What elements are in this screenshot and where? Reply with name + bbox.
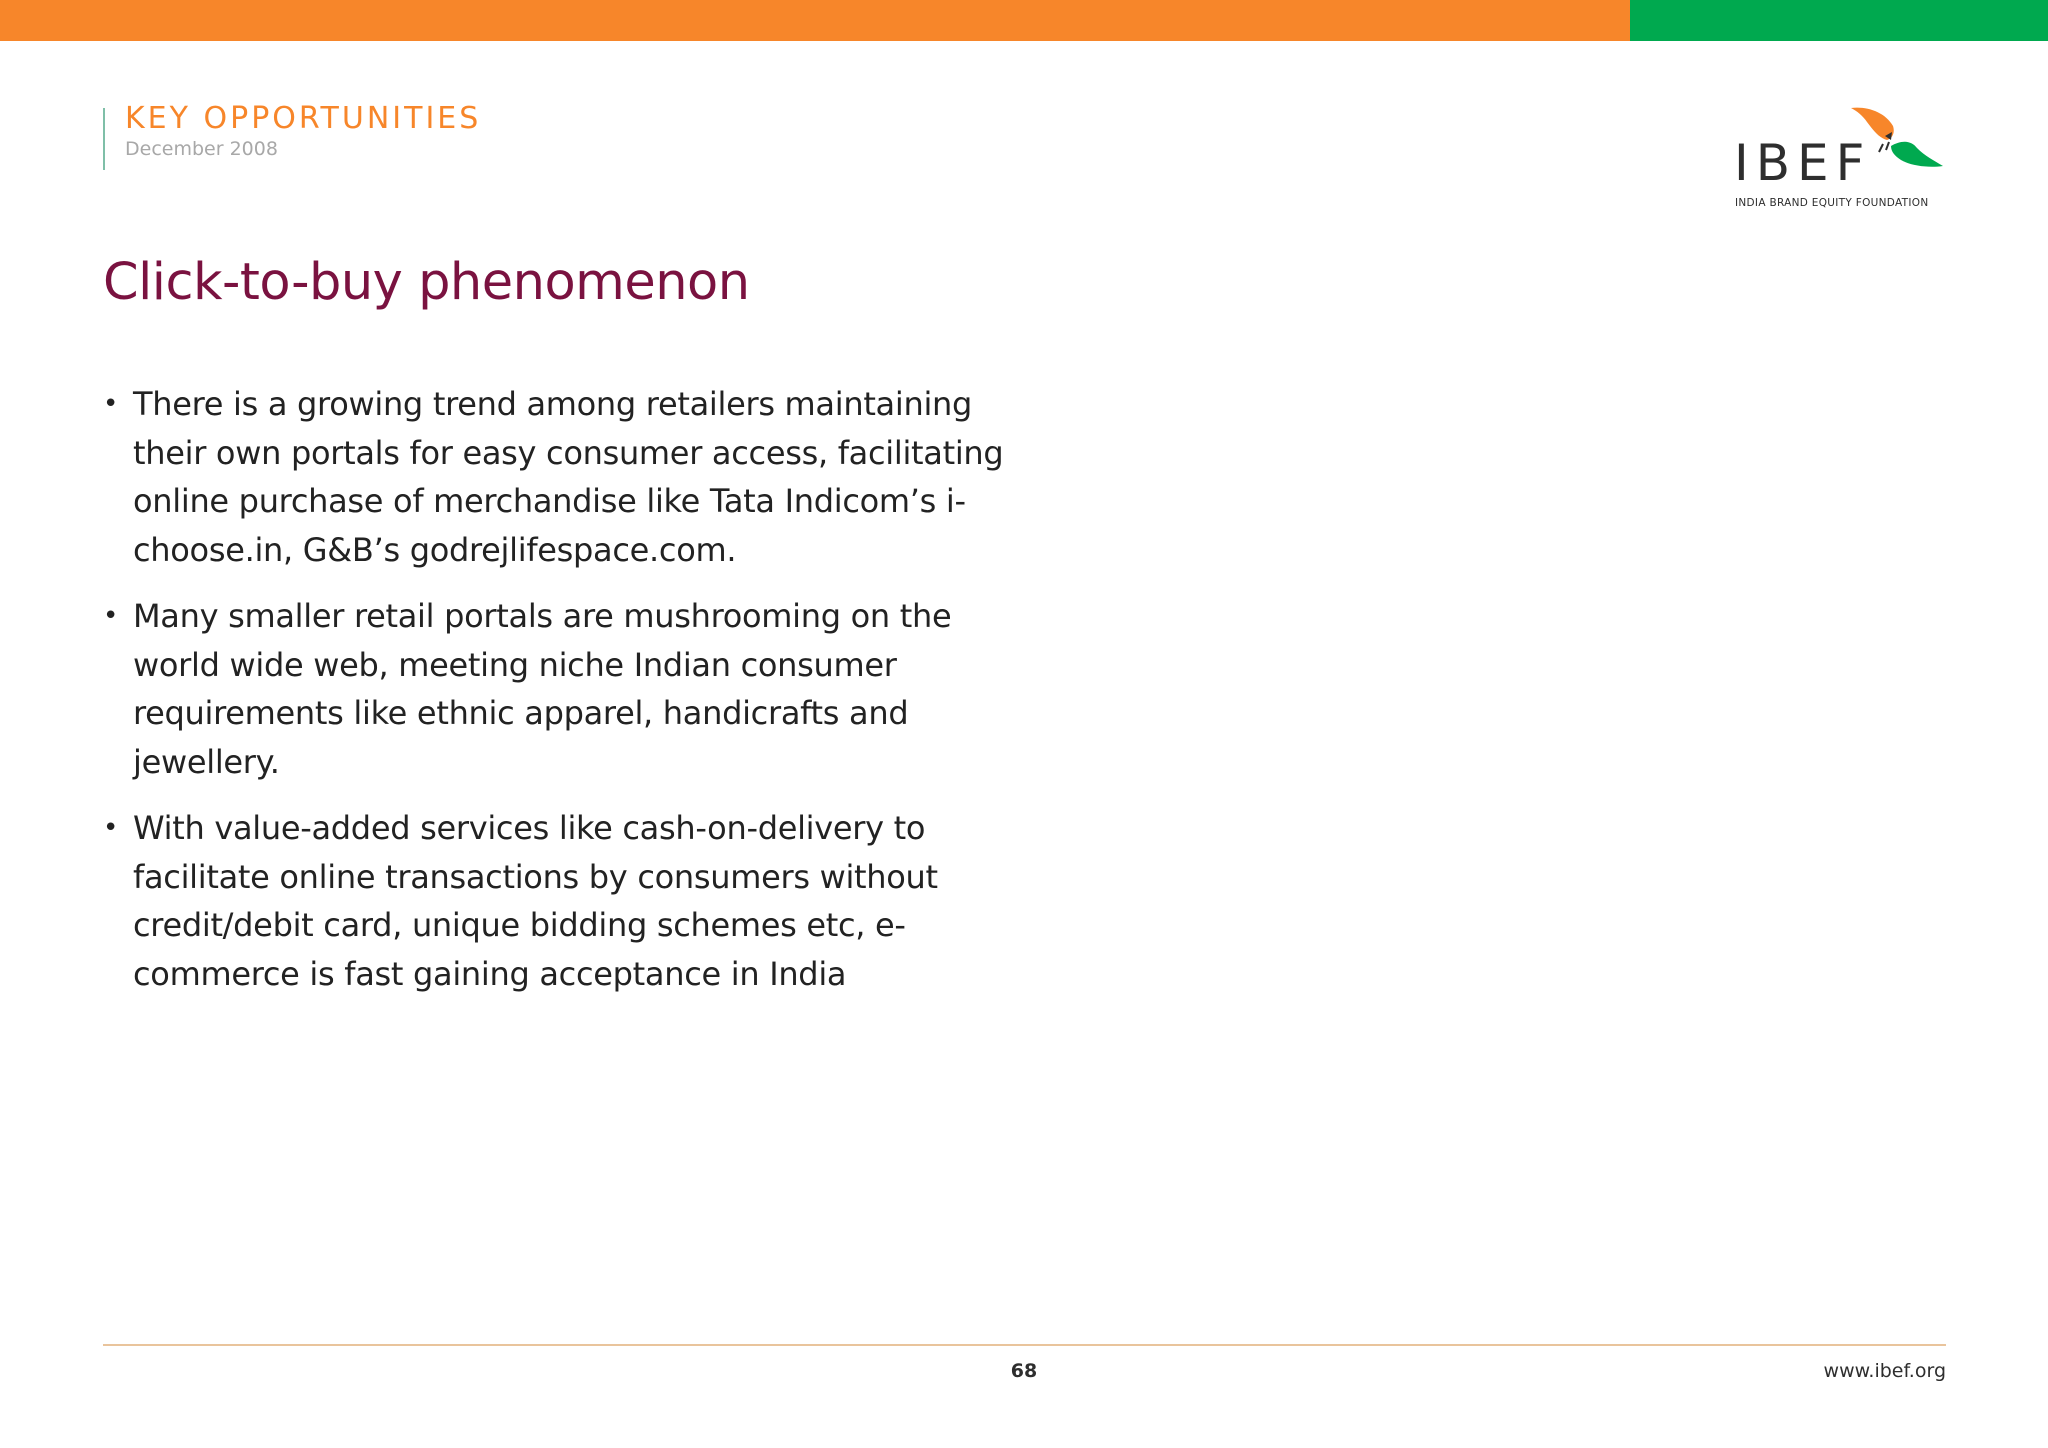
footer-divider [103, 1344, 1946, 1346]
slide-title: Click-to-buy phenomenon [103, 253, 750, 312]
top-bar-green [1630, 0, 2048, 41]
bullet-text: There is a growing trend among retailers maintaining their own portals for easy consumer access, facilitating online purchase of merchandise like Tata Indicom’s i-choose.in, G&B’s godrejlifespace.com. [133, 385, 1004, 569]
bullet-text: With value-added services like cash-on-delivery to facilitate online transactions by consumers without credit/debit card, unique bidding schemes etc, e-commerce is fast gaining acceptance in India [133, 809, 938, 993]
logo-tagline: INDIA BRAND EQUITY FOUNDATION [1735, 197, 1929, 209]
bullet-item [103, 592, 1023, 786]
page-number: 68 [1010, 1360, 1038, 1382]
bullet-list [103, 380, 1023, 1016]
section-title: KEY OPPORTUNITIES [125, 101, 482, 136]
bullet-item [103, 380, 1023, 574]
bullet-dot-icon: • [103, 389, 119, 419]
bullet-text: Many smaller retail portals are mushrooming on the world wide web, meeting niche Indian consumer requirements like ethnic apparel, handicrafts and jewellery. [133, 597, 952, 781]
bullet-dot-icon: • [103, 601, 119, 631]
logo-wordmark: IBEF [1734, 134, 1872, 192]
bullet-dot-icon: • [103, 813, 119, 843]
section-date: December 2008 [125, 138, 278, 160]
top-bar-orange [0, 0, 1630, 41]
top-color-bar [0, 0, 2048, 41]
website-link[interactable]: www.ibef.org [1823, 1360, 1946, 1382]
ibef-logo [1730, 100, 1950, 215]
section-header [103, 101, 482, 170]
bullet-item [103, 804, 1023, 998]
